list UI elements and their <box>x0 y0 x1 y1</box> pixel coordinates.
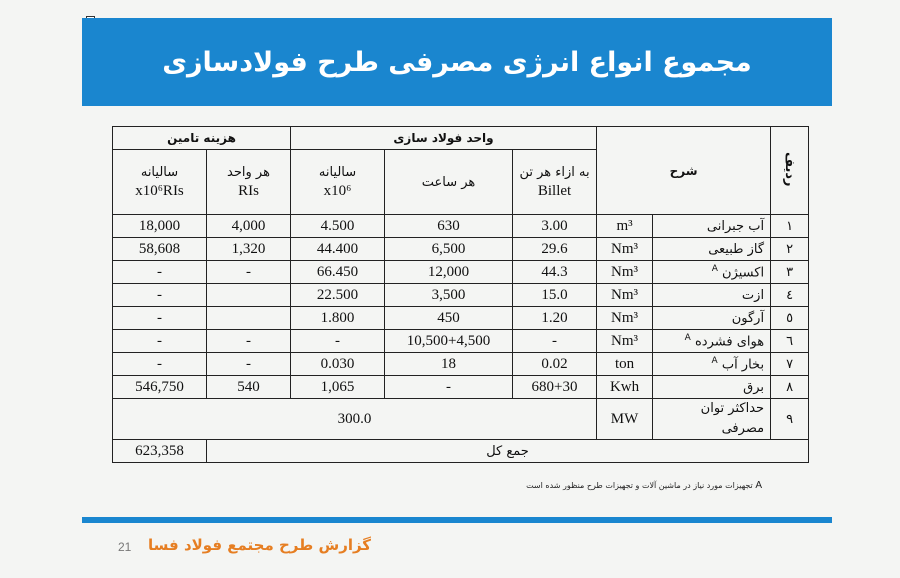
description-text: آب جبرانی <box>706 218 765 234</box>
title-banner <box>82 18 832 106</box>
table-row <box>113 261 809 284</box>
cell-per-hour: 12,000 <box>385 261 513 284</box>
cell-cost-annual: - <box>113 284 207 307</box>
header-cost-annual-en: x10⁶RIs <box>135 183 184 199</box>
cell-per-ton: - <box>513 330 597 353</box>
cell-annual: 0.030 <box>291 353 385 376</box>
cell-per-ton: 29.6 <box>513 238 597 261</box>
energy-table <box>112 126 809 463</box>
cell-cost-unit: 540 <box>207 376 291 399</box>
description-text: بخار آب <box>721 357 765 373</box>
table-row <box>113 376 809 399</box>
cell-cost-unit: - <box>207 330 291 353</box>
cell-cost-unit: 4,000 <box>207 215 291 238</box>
cell-row-number: ٢ <box>771 238 809 261</box>
cell-row-number: ٣ <box>771 261 809 284</box>
description-text: آرگون <box>731 310 765 326</box>
cell-per-hour: 630 <box>385 215 513 238</box>
cell-row-number: ٦ <box>771 330 809 353</box>
cell-cost-unit: - <box>207 353 291 376</box>
header-cost-annual <box>113 150 207 215</box>
cell-total-value: 623,358 <box>113 440 207 463</box>
cell-max-power-row-number: ٩ <box>771 399 809 440</box>
header-cost-per-unit-fa: هر واحد <box>227 165 270 180</box>
cell-per-ton: 1.20 <box>513 307 597 330</box>
footnote-marker: A <box>711 263 718 274</box>
description-text: برق <box>743 379 765 395</box>
header-per-ton <box>513 150 597 215</box>
table-row <box>113 330 809 353</box>
footer-divider <box>82 517 832 523</box>
cell-unit: Nm³ <box>597 307 653 330</box>
table-row-max-power <box>113 399 809 440</box>
header-cost: هزینه تامین <box>113 127 291 150</box>
cell-cost-annual: 58,608 <box>113 238 207 261</box>
table-row <box>113 307 809 330</box>
cell-unit: m³ <box>597 215 653 238</box>
cell-unit: ton <box>597 353 653 376</box>
cell-description <box>653 353 771 376</box>
cell-row-number: ٤ <box>771 284 809 307</box>
cell-total-label: جمع کل <box>207 440 809 463</box>
header-description: شرح <box>597 127 771 215</box>
page-number: 21 <box>118 540 132 554</box>
cell-cost-unit: 1,320 <box>207 238 291 261</box>
header-row-number-label: ردیف <box>782 151 798 187</box>
cell-unit: Kwh <box>597 376 653 399</box>
cell-per-hour: - <box>385 376 513 399</box>
header-per-ton-en: Billet <box>537 183 572 199</box>
footnote-marker: A <box>711 355 718 366</box>
description-text: ازت <box>741 287 765 303</box>
footer-title: گزارش طرح مجتمع فولاد فسا <box>148 536 372 554</box>
header-cost-per-unit <box>207 150 291 215</box>
cell-per-ton: 0.02 <box>513 353 597 376</box>
cell-per-ton: 15.0 <box>513 284 597 307</box>
cell-unit: Nm³ <box>597 261 653 284</box>
table-row <box>113 215 809 238</box>
cell-unit: Nm³ <box>597 330 653 353</box>
header-steel-unit: واحد فولاد سازی <box>291 127 597 150</box>
cell-per-hour: 10,500+4,500 <box>385 330 513 353</box>
cell-cost-annual: 18,000 <box>113 215 207 238</box>
cell-cost-annual: - <box>113 353 207 376</box>
cell-per-hour: 450 <box>385 307 513 330</box>
header-per-ton-fa: به ازاء هر تن <box>519 165 590 180</box>
cell-per-ton: 44.3 <box>513 261 597 284</box>
header-annual-en: x10⁶ <box>323 183 352 199</box>
header-row-number <box>771 127 809 215</box>
cell-description <box>653 215 771 238</box>
footnote-text: تجهیزات مورد نیاز در ماشین آلات و تجهیزات طرح منظور شده است <box>526 481 753 490</box>
cell-cost-annual: 546,750 <box>113 376 207 399</box>
cell-row-number: ٨ <box>771 376 809 399</box>
cell-row-number: ١ <box>771 215 809 238</box>
cell-annual: 1.800 <box>291 307 385 330</box>
footnote-marker: A <box>684 332 691 343</box>
cell-per-ton: 3.00 <box>513 215 597 238</box>
cell-annual: 1,065 <box>291 376 385 399</box>
cell-per-ton: 680+30 <box>513 376 597 399</box>
cell-cost-unit: - <box>207 261 291 284</box>
cell-annual: 4.500 <box>291 215 385 238</box>
cell-description <box>653 238 771 261</box>
cell-cost-annual: - <box>113 330 207 353</box>
cell-annual: - <box>291 330 385 353</box>
footnote-mark: A <box>755 480 762 491</box>
cell-cost-annual: - <box>113 307 207 330</box>
cell-unit: Nm³ <box>597 238 653 261</box>
header-cost-per-unit-en: RIs <box>238 183 259 199</box>
cell-unit: Nm³ <box>597 284 653 307</box>
cell-cost-unit <box>207 284 291 307</box>
cell-description <box>653 284 771 307</box>
cell-cost-unit <box>207 307 291 330</box>
description-text: هوای فشرده <box>694 334 765 350</box>
table-row <box>113 238 809 261</box>
cell-row-number: ٥ <box>771 307 809 330</box>
cell-per-hour: 3,500 <box>385 284 513 307</box>
description-text: گاز طبیعی <box>708 241 765 257</box>
cell-max-power-value: 300.0 <box>113 399 597 440</box>
cell-max-power-description: حداکثر توان مصرفی <box>653 399 771 440</box>
cell-description <box>653 307 771 330</box>
cell-annual: 66.450 <box>291 261 385 284</box>
header-cost-annual-fa: سالیانه <box>140 165 179 180</box>
cell-row-number: ٧ <box>771 353 809 376</box>
table-row <box>113 284 809 307</box>
header-annual-fa: سالیانه <box>318 165 357 180</box>
cell-annual: 44.400 <box>291 238 385 261</box>
cell-max-power-unit: MW <box>597 399 653 440</box>
cell-description <box>653 330 771 353</box>
header-row-groups <box>113 127 809 150</box>
cell-per-hour: 18 <box>385 353 513 376</box>
cell-annual: 22.500 <box>291 284 385 307</box>
header-annual <box>291 150 385 215</box>
description-text: اکسیژن <box>722 265 765 281</box>
cell-per-hour: 6,500 <box>385 238 513 261</box>
energy-table-wrapper <box>112 126 808 463</box>
footnote <box>500 480 762 491</box>
cell-cost-annual: - <box>113 261 207 284</box>
header-per-hour: هر ساعت <box>385 150 513 215</box>
table-row <box>113 353 809 376</box>
page-title: مجموع انواع انرژی مصرفی طرح فولادسازی <box>162 46 752 78</box>
cell-description <box>653 376 771 399</box>
cell-description <box>653 261 771 284</box>
table-row-total <box>113 440 809 463</box>
